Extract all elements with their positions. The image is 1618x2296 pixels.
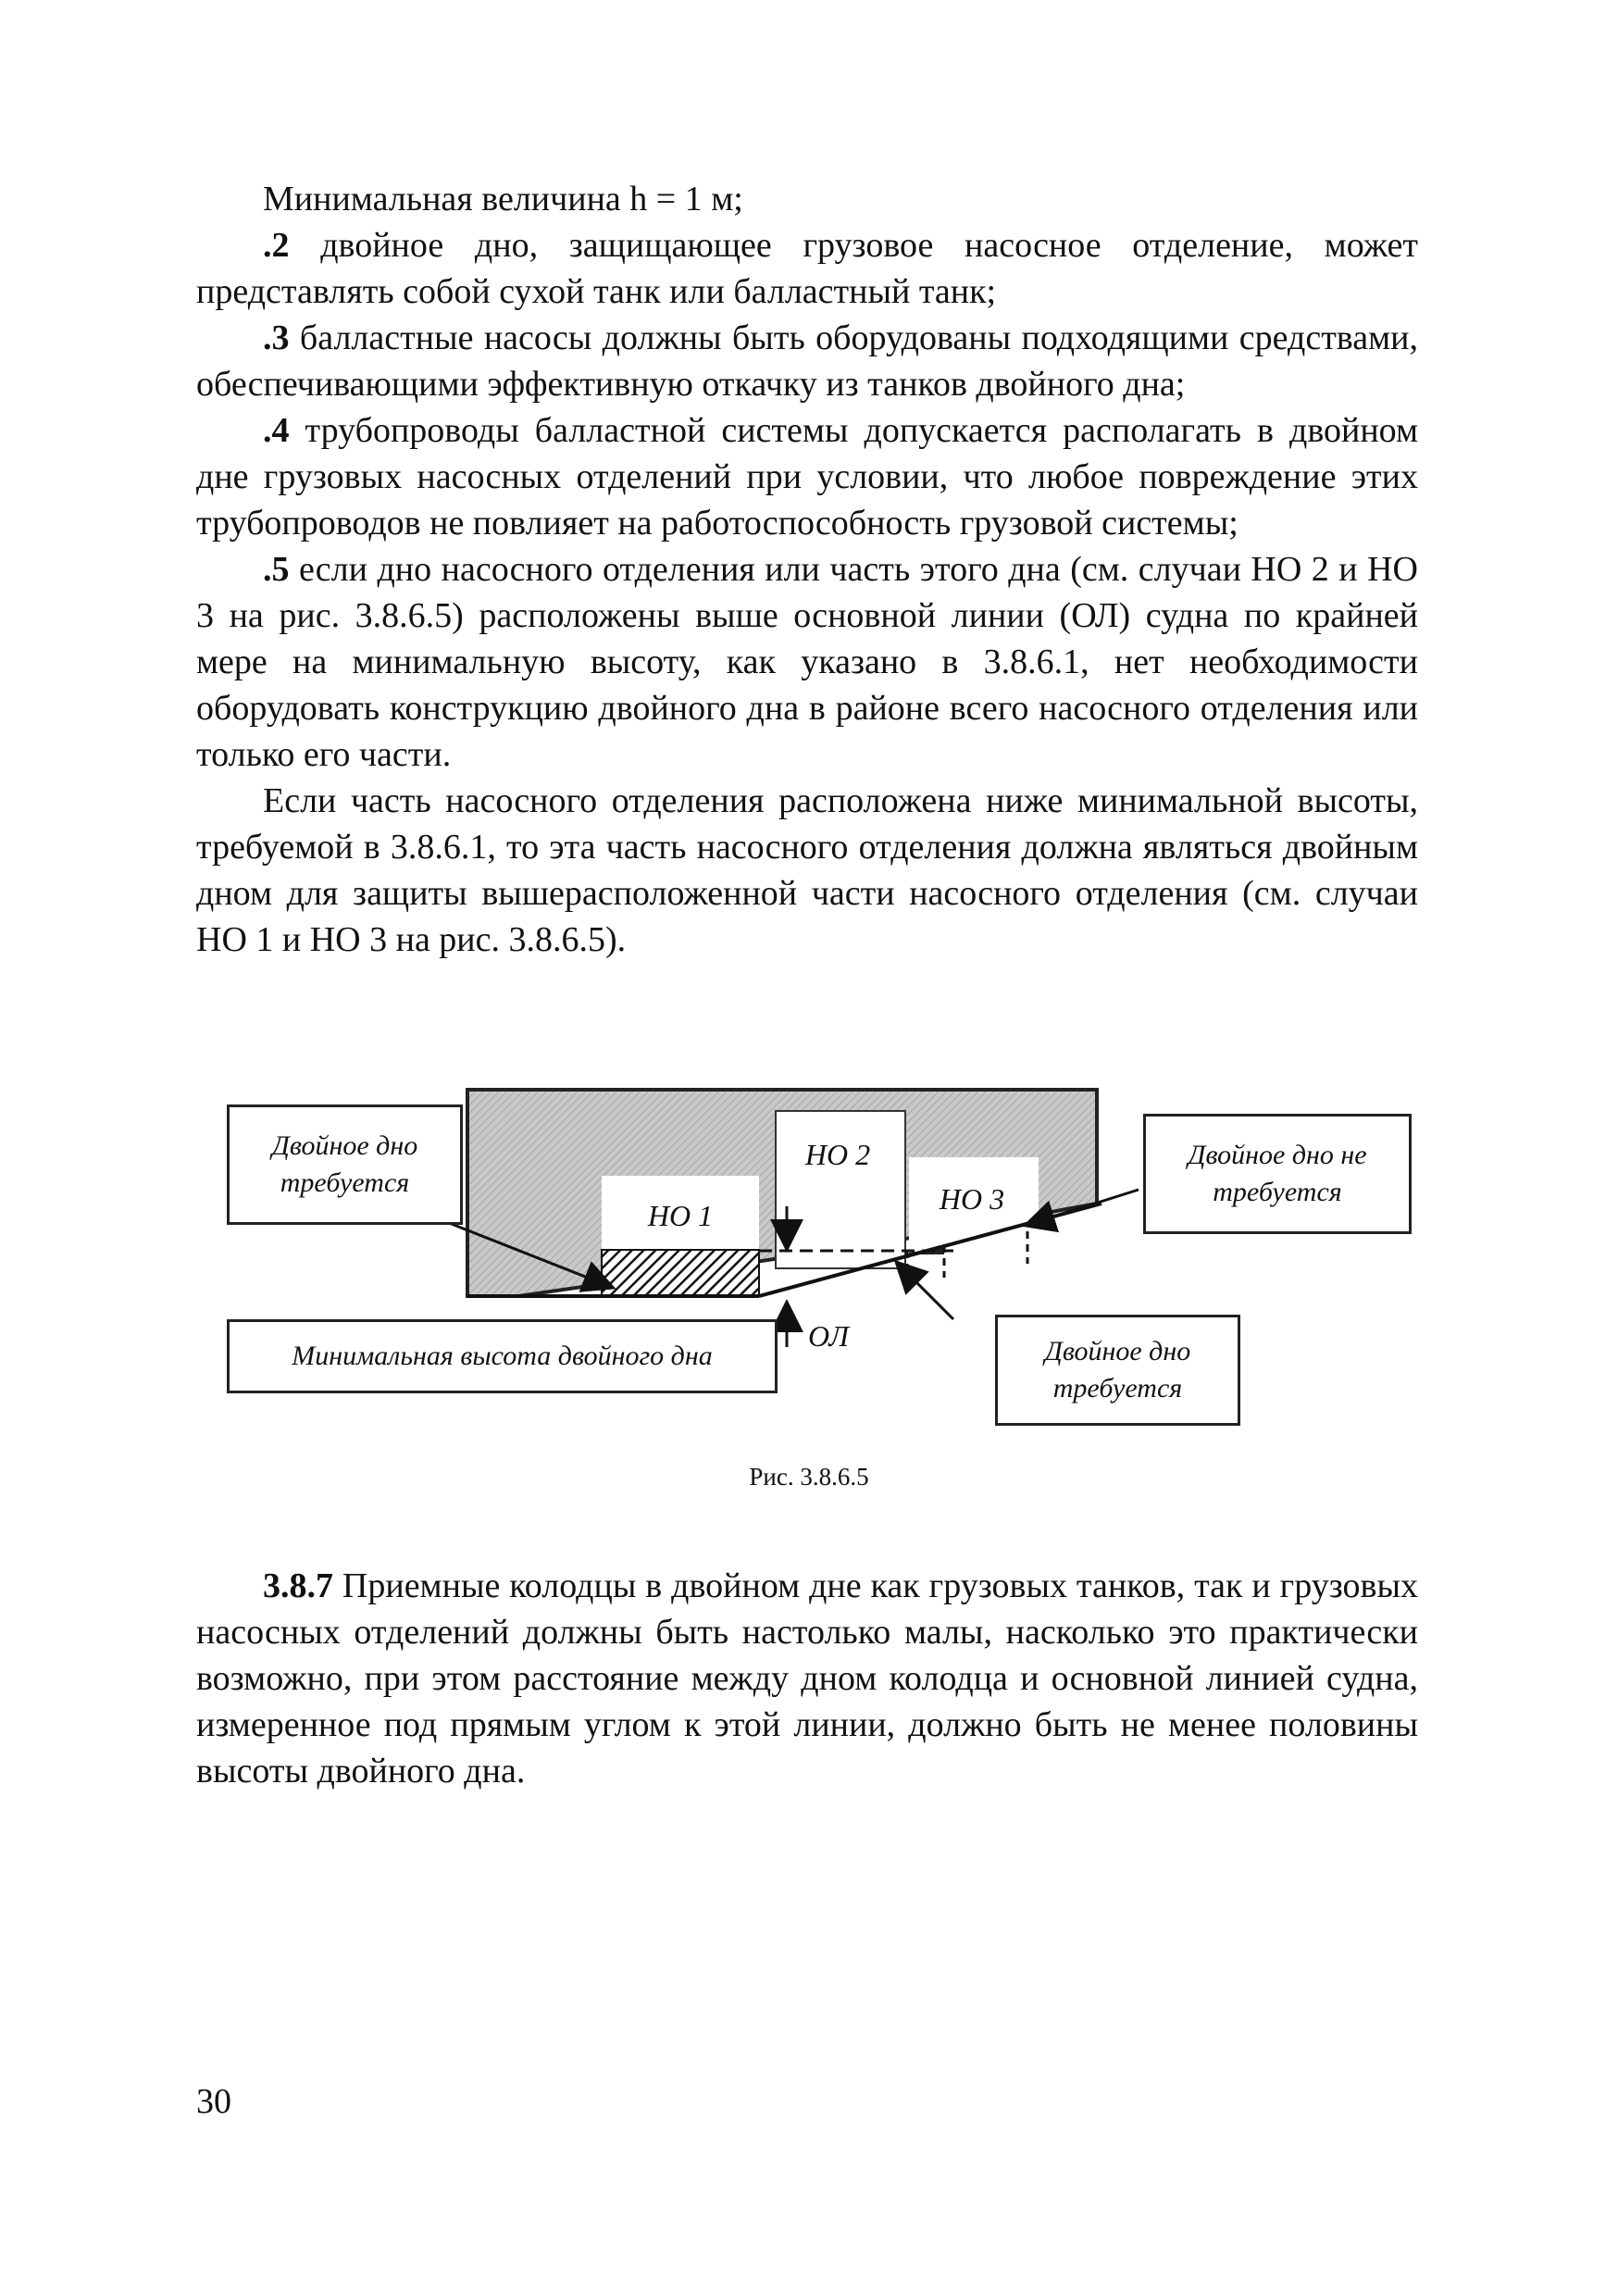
figure-pump-room-double-bottom [213,1079,1425,1523]
figure-caption: Рис. 3.8.6.5 [749,1463,869,1491]
item-text: трубопроводы балластной системы допускается располагать в двойном дне грузовых насосных отделений при условии, что любое повреждение этих трубопроводов не повлияет на работоспособность грузовой системы; [196,411,1418,543]
paragraph-item-4 [196,407,1418,546]
section-paragraph [196,1563,1418,1794]
callout-min-double-bottom-height [227,1319,778,1393]
body-text [196,176,1418,963]
item-text: двойное дно, защищающее грузовое насосное отделение, может представлять собой сухой танк или балластный танк; [196,226,1418,311]
label-ho2: НО 2 [804,1138,871,1171]
paragraph-below-min-height: Если часть насосного отделения расположена ниже минимальной высоты, требуемой в 3.8.6.1, то эта часть насосного отделения должна являться двойным дном для защиты вышерасположенной части насосного отделения (см. случаи НО 1 и НО 3 на рис. 3.8.6.5). [196,781,1418,959]
label-baseline: ОЛ [808,1319,849,1353]
item-number: .2 [263,226,290,265]
label-ho1: НО 1 [647,1199,714,1232]
pump-room-ho2-area [776,1111,905,1268]
paragraph-item-5 [196,546,1418,778]
callout-text: Двойное дно требуется [1044,1336,1191,1404]
label-ho3: НО 3 [939,1182,1005,1216]
callout-text: Двойное дно не требуется [1188,1140,1367,1207]
paragraph-item-3 [196,315,1418,407]
item-number: .5 [263,550,290,589]
callout-double-bottom-required-bottom [995,1315,1240,1426]
page-number: 30 [196,2082,231,2121]
section-text: Приемные колодцы в двойном дне как грузовых танков, так и грузовых насосных отделений должны быть настолько малы, насколько это практически возможно, при этом расстояние между дном колодца и основной линией судна, измеренное под прямым углом к этой линии, должно быть не менее половины высоты двойного дна. [196,1566,1418,1791]
item-number: .3 [263,318,290,357]
callout-double-bottom-required-left [227,1104,463,1225]
section-3-8-7 [196,1563,1418,1794]
callout-text: Двойное дно требуется [271,1130,418,1198]
item-text: балластные насосы должны быть оборудованы подходящими средствами, обеспечивающими эффективную откачку из танков двойного дна; [196,318,1418,404]
paragraph-min-height: Минимальная величина h = 1 м; [263,180,743,218]
callout-double-bottom-not-required [1143,1114,1412,1234]
paragraph-item-2 [196,222,1418,315]
item-number: .4 [263,411,290,450]
double-bottom-ho1 [602,1250,759,1296]
item-text: если дно насосного отделения или часть этого дна (см. случаи НО 2 и НО 3 на рис. 3.8.6.5) расположены выше основной линии (ОЛ) судна по крайней мере на минимальную высоту, как указано в 3.8.6.1, нет необходимости оборудовать конструкцию двойного дна в районе всего насосного отделения или только его части. [196,550,1418,774]
callout-text: Минимальная высота двойного дна [292,1341,713,1371]
section-number: 3.8.7 [263,1566,333,1605]
